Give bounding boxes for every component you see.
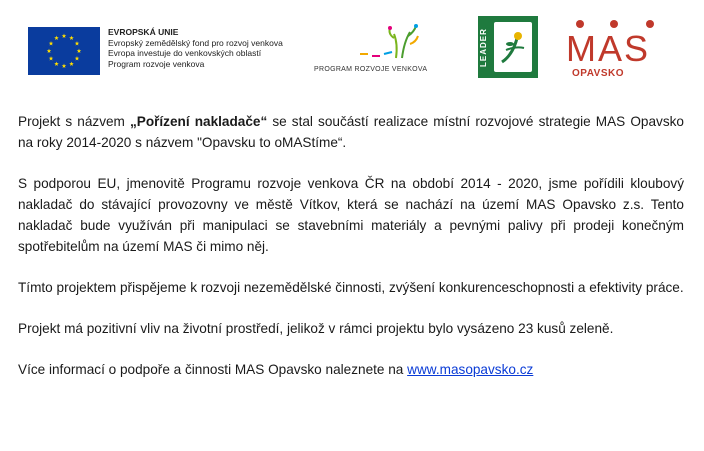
paragraph-support: S podporou EU, jmenovitě Programu rozvoje venkova ČR na období 2014 - 2020, jsme pořídili kloubový nakladač do stávající provozovny ve městě Vítkov, která se nachází na území MAS Opavsko z.s. Tento nakladač bude využíván při manipulaci se stavebními materiály a pevnými palivy při prodeji konečným spotřebitelům na území MAS či mimo něj. <box>18 176 684 254</box>
eu-invest-line: Evropa investuje do venkovských oblastí <box>108 48 262 58</box>
mas-opavsko-logo <box>562 18 682 82</box>
mas-figure-icon <box>576 20 584 28</box>
prv-caption: PROGRAM ROZVOJE VENKOVA <box>314 66 428 73</box>
paragraph-project-intro: Projekt s názvem „Pořízení nakladače“ se stal součástí realizace místní rozvojové strategie MAS Opavsko na roky 2014-2020 s názvem "Opavsku to oMAStíme“. <box>18 114 684 150</box>
logo-header <box>0 0 704 100</box>
article-body <box>18 111 684 400</box>
paragraph-benefit: Tímto projektem přispějeme k rozvoji nezemědělské činnosti, zvýšení konkurenceschopnosti a efektivity práce. <box>18 280 684 295</box>
mas-figure-icon <box>610 20 618 28</box>
leader-emblem-icon <box>496 24 530 70</box>
prv-plants-icon <box>354 24 424 64</box>
paragraph-environment: Projekt má pozitivní vliv na životní prostředí, jelikož v rámci projektu bylo vysázeno 23 kusů zeleně. <box>18 321 614 336</box>
eu-title: EVROPSKÁ UNIE <box>108 27 179 37</box>
eu-flag-icon <box>28 27 100 75</box>
mas-subtitle: OPAVSKO <box>572 68 625 79</box>
mas-figure-icon <box>646 20 654 28</box>
eu-text <box>108 27 328 69</box>
eu-fund-line: Evropský zemědělský fond pro rozvoj venkova <box>108 37 283 48</box>
leader-logo <box>478 16 538 78</box>
paragraph-more-info: Více informací o podpoře a činnosti MAS Opavsko naleznete na www.masopavsko.cz <box>18 362 534 377</box>
website-link[interactable]: www.masopavsko.cz <box>407 362 534 377</box>
project-name: „Pořízení nakladače“ <box>129 114 268 129</box>
leader-word: LEADER <box>479 28 488 68</box>
eu-program-line: Program rozvoje venkova <box>108 58 205 69</box>
mas-word: MAS <box>566 28 651 69</box>
prv-logo <box>314 20 434 80</box>
